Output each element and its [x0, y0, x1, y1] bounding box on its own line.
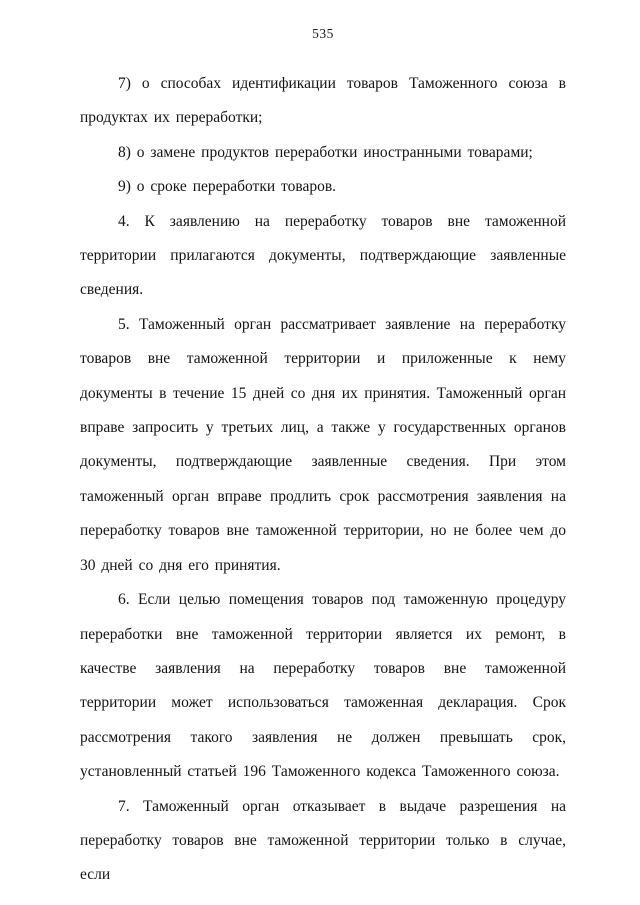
document-body	[80, 67, 566, 893]
paragraph: 9) о сроке переработки товаров.	[118, 178, 337, 196]
paragraph: 6. Если целью помещения товаров под таможенную процедуру переработки вне таможенной территории является их ремонт, в качестве заявления на переработку товаров вне таможенной территории может использоваться таможенная декларация. Срок рассмотрения такого заявления не должен превышать срок, установленный статьей 196 Таможенного кодекса Таможенного союза.	[80, 591, 566, 781]
page-number: 535	[312, 26, 334, 41]
paragraph: 7) о способах идентификации товаров Таможенного союза в продуктах их переработки;	[80, 75, 566, 127]
paragraph: 4. К заявлению на переработку товаров вне таможенной территории прилагаются документы, подтверждающие заявленные сведения.	[80, 212, 566, 299]
paragraph: 7. Таможенный орган отказывает в выдаче разрешения на переработку товаров вне таможенной территории только в случае, если	[80, 797, 566, 884]
paragraph: 5. Таможенный орган рассматривает заявление на переработку товаров вне таможенной территории и приложенные к нему документы в течение 15 дней со дня их принятия. Таможенный орган вправе запросить у третьих лиц, а также у государственных органов документы, подтверждающие заявленные сведения. При этом таможенный орган вправе продлить срок рассмотрения заявления на переработку товаров вне таможенной территории, но не более чем до 30 дней со дня его принятия.	[80, 315, 566, 574]
paragraph: 8) о замене продуктов переработки иностранными товарами;	[118, 143, 533, 161]
